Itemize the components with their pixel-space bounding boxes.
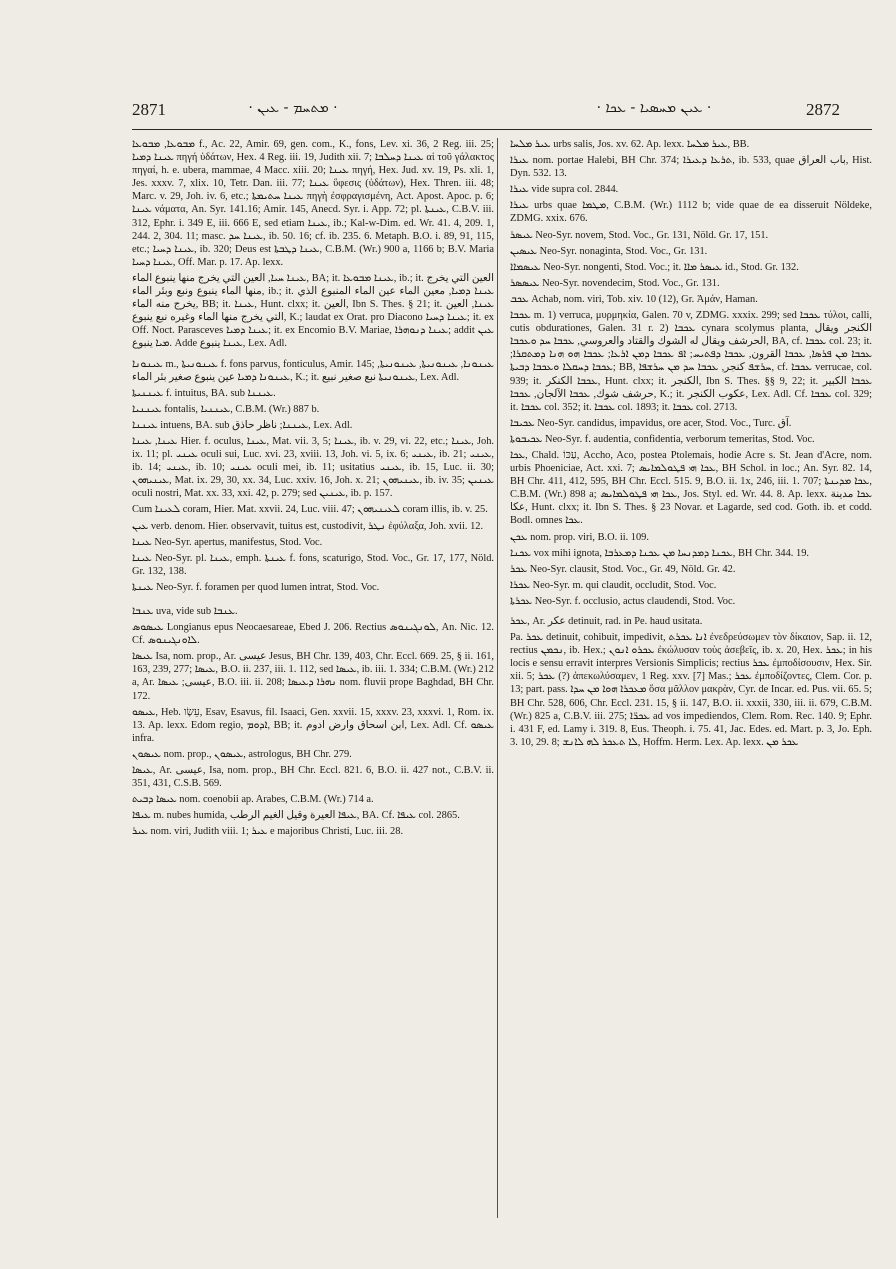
entry-audentia: ܥܟܝܒܘܬܐ Neo-Syr. f. audentia, confidentia, verborum temeritas, Stod. Voc.: [510, 433, 815, 445]
entry-nongenti: ܥܝܣܡܐܐ Neo-Syr. nongenti, Stod. Voc.; it. ܥܝܣܪ ܡܐܐ id., Stod. Gr. 132.: [510, 261, 799, 273]
entry-accho: ܥܟܐ, Chald. עַכּוֹ, Accho, Aco, postea Ptolemais, hodie Acre s. St. Jean d'Acre, nom. urbis Phoeniciae, Act. xxi. 7; ܥܟܐ ܗܝ ܦܛܘܠܡܐܝܣ, BH Schol. in loc.; An. Syr. 82. 14, BH Chr. 411, 412, 595, BH Chr. Eccl. 515. 9, B.O. ii. 1x, 246, iii. 1. 707; ܥܟܐ ܡܕܝܢܬܐ, C.B.M. (Wr.) 898 a; ܥܟܐ ܗܝ ܦܛܘܠܡܐܝܣ, Jos. Styl. ed. Wr. 44. 8. Ap. lexx. ܥܟܐ مدينة عكا, Hunt. clxx; it. Ibn S. Thes. § 23 Novar. et Lagarde, sed cod. Goth. ib. et codd. Bodl. omnes ܥܟܐ.: [510, 449, 872, 527]
entry-fons: ܡܒܘܥܐ, ܡܒܘܥܐ f., Ac. 22, Amir. 69, gen. com., K., fons, Lev. xi. 36, 2 Reg. iii. 25; ܥܝܢܐ ܕܡܝܐ πηγή ὑδάτων, Hex. 4 Reg. iii. 19, Judith xii. 7; ܥܝܢܐ ܕܚܠܒܐ αἱ τοῦ γάλακτος πηγαί, h. e. ubera, mammae, 4 Macc. xiii. 20; ܥܝܢܐ πηγή, Hex. Jud. xv. 19, Ps. xli. 1, Jes. xxxv. 7, xlix. 10, Tetr. Dan. iii. 77; ܥܝܢܐ ὕφεσις (ὑδάτων), Hex. Thren. iii. 48; Marc. v. 29, Joh. iv. 6, etc.; ܥܝܢܐ ܚܬܝܡܬܐ πηγὴ ἐσφραγισμένη, Act. Apost. Apoc. p. 6; ܥܝܢܐ νάματα, An. Syr. 141.16; Amir. 145, Anecd. Syr. i. App. 72; pl. ܥܝܢܬܐ, C.B.V. iii. 312, Ephr. i. 349 E, iii. 666 E, sed etiam ܥܝܢܐ, ib.; Kal-w-Dim. ed. Wr. 41. 4, 209. 1, 244. 2, 304. 11; masc. ܥܝܢܐ ܚܕ, ib. 50. 16; cf. ib. 235. 6. Metaph. B.O. i. 89, 91, 115, etc.; ܥܝܢܐ ܕܚܝܐ, ib. 320; Deus est ܥܝܢܐ ܕܛܒܬܐ, C.B.M. (Wr.) 900 a, 1166 b; B.V. Maria ܥܝܢܐ ܕܚܝܐ, Off. Mar. p. 17. Ap. lexx.: [132, 139, 494, 268]
entry-clausit: ܥܟܪ Neo-Syr. clausit, Stod. Voc., Gr. 49, Nöld. Gr. 42.: [510, 563, 736, 575]
entry-candidus: ܥܟܝܒܐ Neo-Syr. candidus, impavidus, ore acer, Stod. Voc., Turc. آق.: [510, 417, 792, 429]
left-page-number: 2871: [132, 100, 166, 119]
entry-observavit: ܥܝܢ verb. denom. Hier. observavit, tuitus est, custodivit, ܢܛܪ ἐφύλαξα, Joh. xvii. 12.: [132, 520, 484, 532]
entry-astrologus: ܥܝܣܘܢ nom. prop., ܥܝܣܘܢ, astrologus, BH Chr. 279.: [132, 748, 352, 760]
entry-fontalis: ܥܝܢܢܝܐ fontalis, ܥܝܢܢܝܐ, C.B.M. (Wr.) 887 b.: [132, 403, 320, 415]
entry-vox-ignota: ܥܟܢܐ vox mihi ignota, ܥܟܢܐ ܕܡܕܢܚܐ ܡܢ ܥܟܢܐ ܕܡܥܪܒܐ, BH Chr. 344. 19.: [510, 547, 809, 559]
entry-nom-prop-viri: ܥܟܢ nom. prop. viri, B.O. ii. 109.: [510, 531, 649, 543]
entry-coenobium: ܥܝܣܐ ܕܒܝܬ nom. coenobii ap. Arabes, C.B.M. (Wr.) 714 a.: [132, 794, 374, 806]
column-separator: [497, 138, 498, 1218]
entry-isa-2: ܥܝܣܐ, Ar. عيسى, Isa, nom. prop., BH Chr. Eccl. 821. 6, B.O. ii. 427 not., C.B.V. ii. 351, 431, C.S.B. 569.: [132, 765, 494, 790]
running-header: [0, 94, 896, 130]
left-column: [132, 138, 494, 1268]
entry-novendecim: ܥܝܣܣܪ Neo-Syr. novendecim, Stod. Voc., Gr. 131.: [510, 277, 720, 289]
left-running-title: · ܡܬܚܡ - ܥܝܢ ·: [248, 100, 338, 116]
entry-occlusio: ܥܟܪܬܐ Neo-Syr. f. occlusio, actus claudendi, Stod. Voc.: [510, 595, 736, 607]
right-page-number: 2872: [806, 100, 840, 119]
entry-coram: Cum ܠܥܝܢܐ coram, Hier. Mat. xxvii. 24, Luc. viii. 47; ܠܥܝܢܝܗܘܢ coram illis, ib. v. 25.: [132, 504, 488, 516]
entry-intuitus: ܥܝܢܢܝܬܐ f. intuitus, BA. sub ܥܝܢܢܐ.: [132, 387, 276, 399]
entry-porta-halebi: ܥܝܪܐ nom. portae Halebi, BH Chr. 374; ܬܪܥܐ ܕܥܝܪܐ, ib. 533, quae باب العراق, Hist. Dyn. 532. 13.: [510, 155, 872, 180]
entry-apertus: ܥܝܢܐ Neo-Syr. apertus, manifestus, Stod. Voc.: [132, 536, 323, 548]
entry-fonticulus: ܥܝܢܘܢܐ m., ܥܝܢܘܢܝܬܐ f. fons parvus, fonticulus, Amir. 145; ܥܝܢܘܢܐ, ܥܝܢܘܢܝܬܐ, ܥܝܢܘܢܝܬܐ, ܥܝܢܘܢܐ ܕܡܝܐ عين ينبوع صغير بئر الماء, K.; it. ܥܝܢܘܢܝܬܐ نبع صغير نبيع, Lex. Adl.: [132, 358, 494, 383]
entry-achab: ܥܟܒ Achab, nom. viri, Tob. xiv. 10 (12), Gr. Ἀμάν, Haman.: [510, 293, 758, 305]
entry-oculus: ܥܝܢܐ, ܥܝܢܐ Hier. f. oculus, ܥܝܢܐ, Mat. vii. 3, 5; ܥܝܢܐ, ib. v. 29, vi. 22, etc.; ܥܝܢܐ, Joh. ix. 11; pl. ܥܝܢܝ oculi sui, Luc. xvi. 23, xviii. 13, Joh. vi. 5, ix. 6; ܥܝܢܝ, ib. 21; ܥܝܢܝ, ib. 14; ܥܝܢܝ, ib. 10; ܥܝܢܝ oculi mei, ib. 11; usitatius ܥܝܢܝ, ib. 15, Luc. ii. 30; ܥܝܢܝܗܘܢ, Mat. ix. 29, 30, xx. 34, Luc. xxiv. 16, Joh. x. 21; ܥܝܢܝܗܘܢ, ib. iv. 35; ܥܝܢܝܢ oculi nostri, Mat. xx. 33, xxi. 42, p. 279; sed ܥܝܢܝܢ, ib. p. 157.: [132, 435, 494, 500]
entry-novem: ܥܝܣܪ Neo-Syr. novem, Stod. Voc., Gr. 131, Nöld. Gr. 17, 151.: [510, 229, 769, 241]
entry-fons-lexx: ܥܝܢܐ ܚܝܐ, العين التي يخرج منها ينبوع الماء, BA; it. ܥܝܢܐ ܡܒܘܥܐ, ib.; it. العين التي يخرج منها الماء ينبوع ونبع وبئر الماء, ib.; it. ܥܝܢܐ ܕܡܝܐ, معين الماء عين الماء المنبوع الذي يخرج منه الماء, BB; it. ܥܝܢܐ, Hunt. clxx; it. العين, Ibn S. Thes. § 21; it. ܥܝܢܐ, العين التي يخرج منها الماء وغيره نبع ينبوع, K.; laudat ex Orat. pro Diacono ܥܝܢܐ ܕܚܝܐ; it. ex Off. Noct. Parasceves ܥܝܢܐ ܕܡܝܐ; it. ex Encomio B.V. Mariae, ܥܝܢܐ ܕܢܘܗܪܐ; addit ܥܝܢ ܡܝܐ ينبوع. Adde ܥܝܢܐ ينبوع, Lex. Adl.: [132, 272, 494, 350]
entry-uva: ܥܢܒܐ uva, vide sub ܥܢܒܐ.: [132, 606, 238, 617]
entry-urbs-salis: ܥܝܪ ܡܠܚܐ urbs salis, Jos. xv. 62. Ap. lexx. ܥܝܪ ܡܠܚܐ, BB.: [510, 139, 750, 150]
entry-nubes: ܥܝܦܐ m. nubes humida, ܥܝܦܐ العيرة وقيل الغيم الرطب, BA. Cf. ܥܝܦܐ col. 2865.: [132, 810, 460, 822]
entry-intuens: ܥܝܢܢܐ intuens, BA. sub ܥܝܢܢܐ; ناظر حاذق, Lex. Adl.: [132, 419, 353, 431]
entry-nonaginta: ܥܝܣܝܢ Neo-Syr. nonaginta, Stod. Voc., Gr. 131.: [510, 245, 708, 257]
entry-isa: ܥܝܣܐ Isa, nom. prop., Ar. عيسى Jesus, BH Chr. 139, 403, Chr. Eccl. 669. 25, § ii. 161, 163, 239, 277; ܥܝܣܐ, B.O. ii. 237, iii. 1. 112, sed ܥܝܣܐ, ib. iii. 1. 334; C.B.M. (Wr.) 212 a, Ar. عيسى; ܥܝܣܐ, B.O. iii. ii. 208; ܢܗܪܐ ܕܥܝܣܐ nom. fluvii prope Baghdad, BH Chr. 172.: [132, 651, 494, 702]
entry-vide-supra: ܥܝܪܐ vide supra col. 2844.: [510, 184, 619, 196]
entry-foramen: ܥܝܢܬܐ Neo-Syr. f. foramen per quod lumen intrat, Stod. Voc.: [132, 581, 380, 593]
entry-longianus: ܥܝܣܘܣ Longianus epus Neocaesareae, Ebed J. 206. Rectius ܠܘܢܓܝܢܘܣ, An. Nic. 12. Cf. ܠܐܘܢܓܝܢܘܣ.: [132, 622, 494, 647]
header-rule: [132, 129, 872, 130]
entry-esav: ܥܝܣܘ, Heb. עֵשָׂו, Esav, Esavus, fil. Isaaci, Gen. xxvii. 15, xxxv. 23, xxxvi. 1, Rom. ix. 13. Ap. lexx. Edom regio, ܐܕܘܡ, BB; it. ابن اسحاق وارض ادوم, Lex. Adl. Cf. ܥܝܣܘ infra.: [132, 706, 494, 744]
right-column: [510, 138, 872, 1268]
entry-scaturigo: ܥܝܢܐ Neo-Syr. pl. ܥܝܢܐ, emph. ܥܝܢܬܐ f. fons, scaturigo, Stod. Voc., Gr. 17, 177, Nöld. Gr. 132, 138.: [132, 552, 494, 577]
entry-pa-detinuit: Pa. ܥܟܪ detinuit, cohibuit, impedivit, ܐܢܐ ܥܟܪܬ ἐνεδρεύσωμεν τὸν δίκαιον, Sap. ii. 12, rectius ܢܟܡܢ, ib. Hex.; ܥܟܪܘ ܐܢܘܢ ἐκώλυσαν τοὺς ἀσεβεῖς, ib. x. 20, Hex. ܥܟܪ; in his locis e sensu erravit interpres Versionis Simplicis; rectius ܥܟܪ ἐμποδίσουσιν, Hex. Sir. xii. 5; ܥܟܪ (?) ἀπεκωλύσαμεν, 1 Reg. xxv. [7] Mas.; ܥܟܪ ἐμποδίζοντες, Clem. Cor. p. 13; part. pass. ܡܥܟܪܐ ܗܘܐ ܡܢ ܚܕܐ ὅσα μᾶλλον μακρὰν, Cyr. de Incar. ed. Pus. vii. 65. 5; BH Chr. 528, 606, Chr. Eccl. 231. 15, § ii. 147, B.O. ii. xxxii, 330, iii. ii. 679, C.B.M. (Wr.) 825 a, C.B.V. iii. 275; ܥܟܪ̈ܐ ad vos impediendos, Clem. Rom. Rec. 140. 9; Ephr. i. 431 F, ed. Lamy i. 319. 8, Eus. Theoph. i. 75. 41, Jac. Edes. ed. Mart. p. 3, Jo. Eph. 3. 10, 29. 8; ܠܐ ܬܥܟܪ ܠܗ ܠܐܢܫ, Hoffm. Herm. Lex. Ap. lexx. ܥܟܪ ܡܢ: [510, 632, 872, 748]
entry-urbs: ܥܝܪܐ urbs quae ܡܛܡܐ, C.B.M. (Wr.) 1112 b; vide quae de ea disseruit Nöldeke, ZDMG. xxix. 676.: [510, 200, 872, 225]
entry-detinuit: ܥܟܪ, Ar. عكر detinuit, rad. in Pe. haud usitata.: [510, 616, 703, 627]
right-running-title: · ܥܝܢ ܡܚܣܝܐ - ܥܟܐ ·: [596, 100, 712, 116]
entry-verruca: ܥܟܒܐ m. 1) verruca, μυρμηκία, Galen. 70 v, ZDMG. xxxix. 299; sed ܥܟܒܐ τύλοι, calli, cutis obdurationes, Galen. 31 r. 2) ܥܟܒܐ cynara scolymus planta, الكنجر ويقال الحرشف ويقال له الشوك والقتاد والعروسي, ܥܟܒܐ ܚܕ ܘܥܟܒܐ, BA, cf. ܥܟܒܐ col. 23; it. ܥܟܒܐ ܡܢ ܦܪܣܐ, ܥܟܒܐ القرون, ܥܟܒܐ ܕܦܬܝܚ; ܐܦ ܥܟܒܐ ܕܡܢ ܐܪܥܐ; ܥܟܒܐ ܗܘ ܗܢܐ ܕܡܬܩܪܐ; ܥܟܒܐ ܕܚܩܠܐ ܘܥܟܒܐ ܕܒܝܬܐ; BB, ܚܪܫܦ كنجر, ܥܟܒܐ ܚܕ ܡܢ ܚܪܫܦܐ, cf. ܥܟܒܐ verrucae, col. 939; it. ܥܟܒܐ الكنكر, Hunt. clxx; it. الكنجر, Ibn S. Thes. §§ 9, 22; it. ܥܟܒܐ الكبير حرشف شوك, ܥܟܒܐ الآلجان, ܥܟܒܐ, K.; it. عكوب الكنجر, Lex. Adl. Cf. ܥܟܒܐ col. 329; it. ܥܟܒܐ col. 352; it. ܥܟܒܐ col. 1893; it. ܥܟܒܐ col. 2713.: [510, 310, 872, 413]
entry-qui-claudit: ܥܟܪܐ Neo-Syr. m. qui claudit, occludit, Stod. Voc.: [510, 579, 717, 591]
entry-nom-viri: ܥܝܪ nom. viri, Judith viii. 1; ܥܝܪ e majoribus Christi, Luc. iii. 28.: [132, 826, 404, 838]
